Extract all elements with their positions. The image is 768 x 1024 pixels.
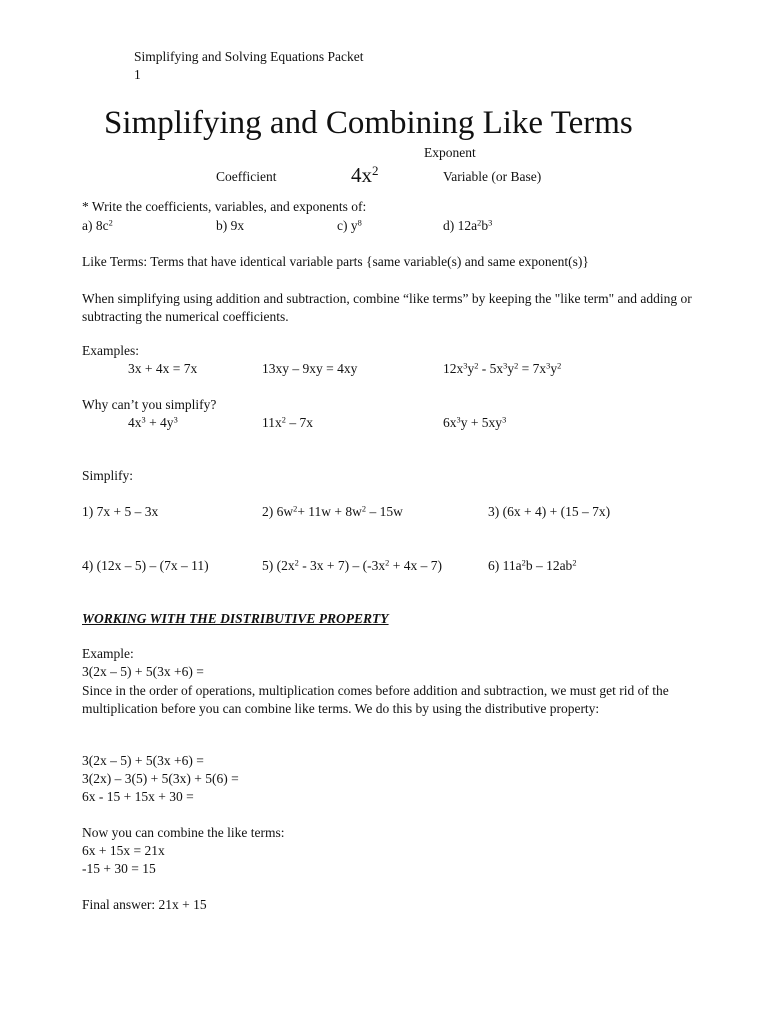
coefficients-prompt: * Write the coefficients, variables, and exponents of: <box>82 199 367 214</box>
problem-1: 1) 7x + 5 – 3x <box>82 504 159 519</box>
dist-step-3: 6x - 15 + 15x + 30 = <box>82 789 194 804</box>
combine-label: Now you can combine the like terms: <box>82 825 285 840</box>
dist-example-label: Example: <box>82 646 134 661</box>
simplify-label: Simplify: <box>82 468 134 483</box>
example-term <box>351 163 379 188</box>
problem-5: 5) $(2x^2 - 3x + 7) - (-3x^2 + 4x - 7)$ <box>262 558 442 573</box>
problem-2: 2) $6w^2+ 11w + 8w^2 - 15w$ <box>262 504 403 519</box>
example-3: $12x^3y^2 - 5x^3y^2 = 7x^3y^2$ <box>443 361 562 376</box>
coef-item-b: b) 9x <box>216 218 245 233</box>
example-2: 13xy – 9xy = 4xy <box>262 361 358 376</box>
dist-step-1: 3(2x – 5) + 5(3x +6) = <box>82 753 204 768</box>
combine-instructions: When simplifying using addition and subtraction, combine “like terms” by keeping the "like term" and adding or subtracting the numerical coefficients. <box>82 291 692 324</box>
problem-6: 6) $11a^2b - 12ab^2$ <box>488 558 577 573</box>
example-1: 3x + 4x = 7x <box>128 361 198 376</box>
variable-label: Variable (or Base) <box>443 169 542 184</box>
why-item-1: $4x^3 + 4y^3$ <box>128 415 178 430</box>
combine-step-2: -15 + 30 = 15 <box>82 861 156 876</box>
why-item-2: $11x^2 - 7x$ <box>262 415 313 430</box>
term-exponent: 2 <box>372 162 379 178</box>
exponent-label: Exponent <box>424 145 476 160</box>
dist-expression: 3(2x – 5) + 5(3x +6) = <box>82 664 204 679</box>
term-base: 4x <box>351 163 372 187</box>
dist-explanation: Since in the order of operations, multiplication comes before addition and subtraction, we must get rid of the multiplication before you can combine like terms. We do this by using the distributive property: <box>82 683 669 716</box>
coef-item-d: d) $12a^2b^3$ <box>443 218 493 233</box>
coef-item-c: c) $y^8$ <box>337 218 362 233</box>
dist-step-2: 3(2x) – 3(5) + 5(3x) + 5(6) = <box>82 771 239 786</box>
page-title: Simplifying and Combining Like Terms <box>104 105 633 141</box>
final-answer: Final answer: 21x + 15 <box>82 897 207 912</box>
why-label: Why can’t you simplify? <box>82 397 217 412</box>
problem-3: 3) (6x + 4) + (15 – 7x) <box>488 504 611 519</box>
problem-4: 4) (12x – 5) – (7x – 11) <box>82 558 209 573</box>
why-item-3: $6x^3y + 5xy^3$ <box>443 415 507 430</box>
coefficient-label: Coefficient <box>216 169 277 184</box>
combine-step-1: 6x + 15x = 21x <box>82 843 165 858</box>
packet-title: Simplifying and Solving Equations Packet <box>134 49 364 64</box>
coef-item-a: a) $8c^2$ <box>82 218 113 233</box>
examples-label: Examples: <box>82 343 139 358</box>
page-number: 1 <box>134 67 141 82</box>
like-terms-definition: Like Terms: Terms that have identical variable parts {same variable(s) and same exponent(s)} <box>82 254 589 269</box>
section-heading: WORKING WITH THE DISTRIBUTIVE PROPERTY <box>82 611 389 626</box>
